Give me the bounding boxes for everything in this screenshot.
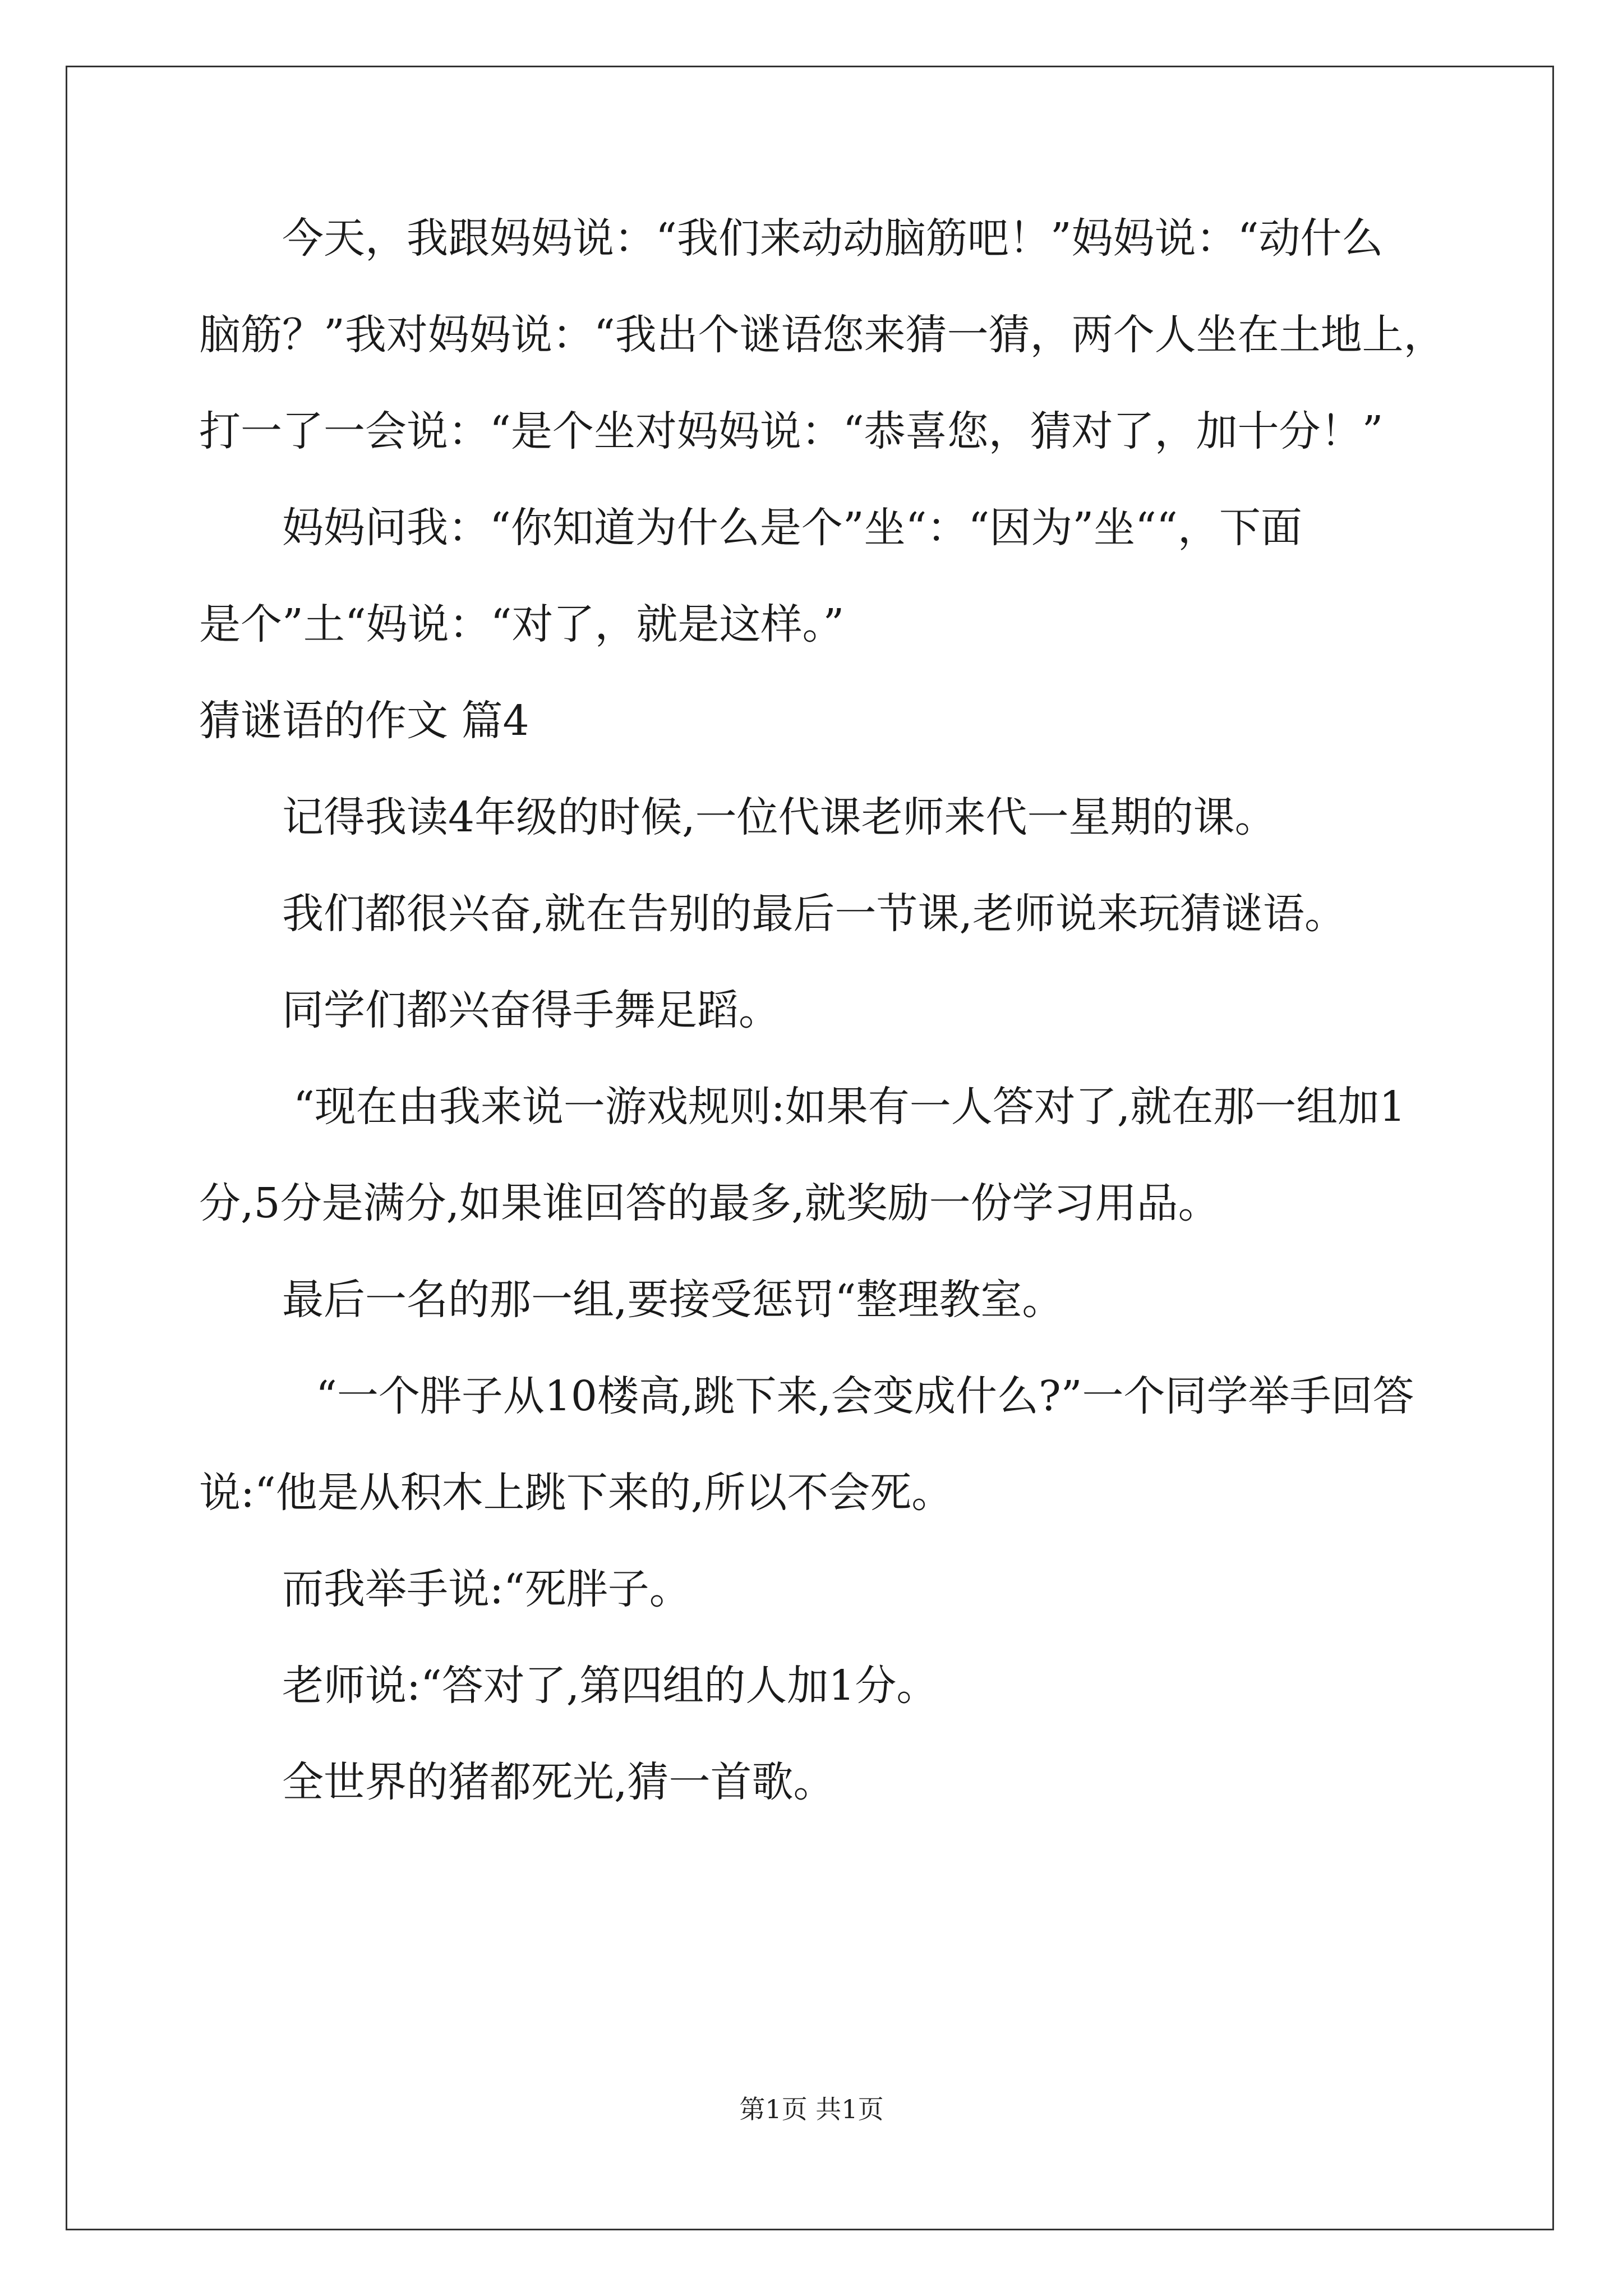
paragraph-line: 妈妈问我：“你知道为什么是个”坐“：“因为”坐““，下面 bbox=[282, 504, 1302, 552]
page-border bbox=[66, 66, 1554, 2230]
paragraph-line: 同学们都兴奋得手舞足蹈。 bbox=[282, 986, 780, 1034]
page-footer: 第1页 共1页 bbox=[739, 2094, 884, 2124]
paragraph-line: 今天，我跟妈妈说：“我们来动动脑筋吧！”妈妈说：“动什么 bbox=[282, 214, 1384, 263]
paragraph-line: 全世界的猪都死光,猜一首歌。 bbox=[282, 1758, 835, 1806]
paragraph-line: 最后一名的那一组,要接受惩罚“整理教室。 bbox=[282, 1276, 1064, 1324]
paragraph-line: 是个”土“妈说：“对了，就是这样。” bbox=[199, 600, 845, 648]
paragraph-line: 打一了一会说：“是个坐对妈妈说：“恭喜您，猜对了，加十分！” bbox=[199, 407, 1384, 455]
paragraph-line: 分,5分是满分,如果谁回答的最多,就奖励一份学习用品。 bbox=[199, 1179, 1220, 1227]
paragraph-line: 说:“他是从积木上跳下来的,所以不会死。 bbox=[199, 1469, 953, 1517]
section-heading: 猜谜语的作文 篇4 bbox=[199, 697, 529, 745]
paragraph-line: 老师说:“答对了,第四组的人加1分。 bbox=[282, 1662, 938, 1710]
paragraph-line: 脑筋？”我对妈妈说：“我出个谜语您来猜一猜，两个人坐在土地上， bbox=[199, 311, 1445, 359]
paragraph-line: “现在由我来说一游戏规则:如果有一人答对了,就在那一组加1 bbox=[293, 1083, 1406, 1131]
paragraph-line: 记得我读4年级的时候,一位代课老师来代一星期的课。 bbox=[282, 793, 1276, 841]
paragraph-line: 我们都很兴奋,就在告别的最后一节课,老师说来玩猜谜语。 bbox=[282, 890, 1347, 938]
paragraph-line: “一个胖子从10楼高,跳下来,会变成什么?”一个同学举手回答 bbox=[316, 1372, 1414, 1420]
paragraph-line: 而我举手说:“死胖子。 bbox=[282, 1565, 691, 1613]
